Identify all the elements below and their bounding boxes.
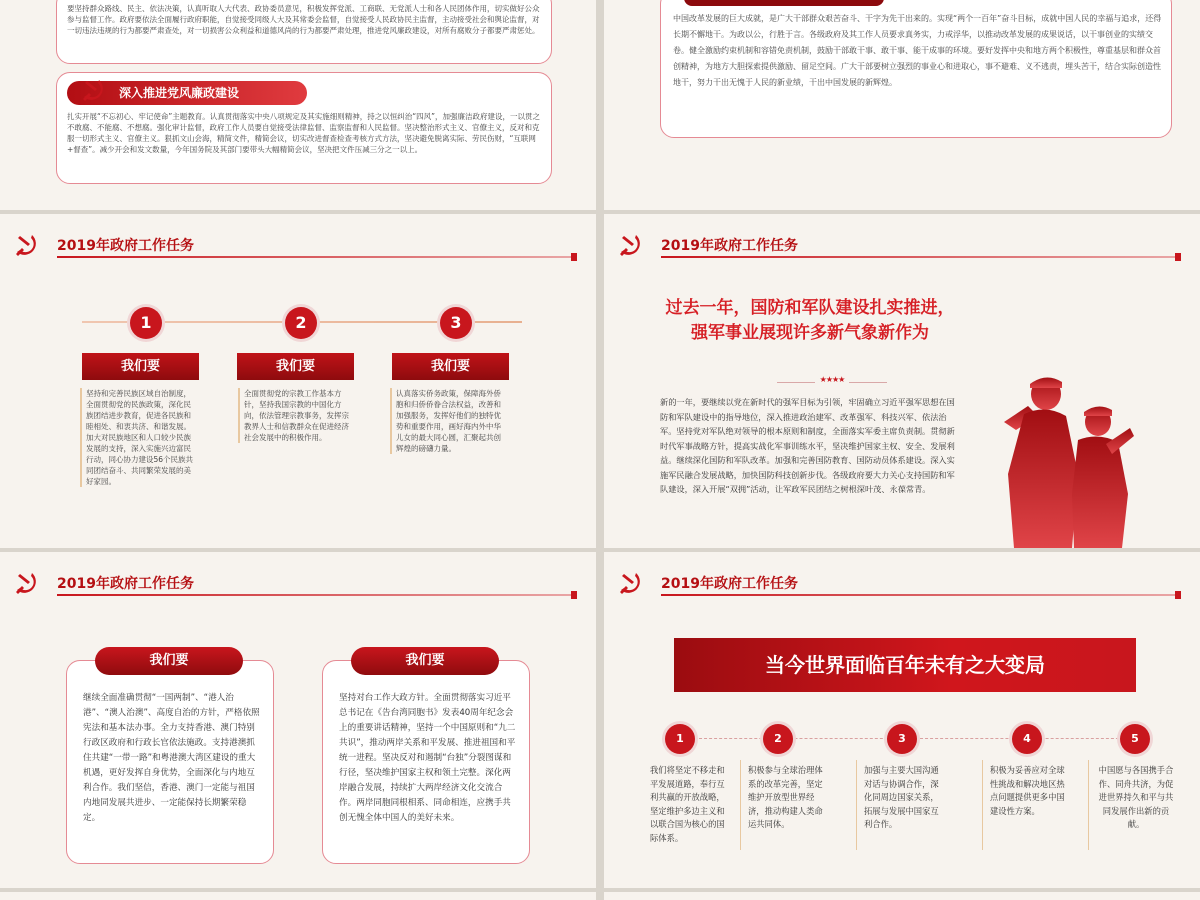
section-title: 2019年政府工作任务	[57, 576, 194, 592]
defense-headline: 过去一年，国防和军队建设扎实推进，强军事业展现许多新气象新作为	[665, 298, 955, 343]
section-title: 2019年政府工作任务	[661, 238, 798, 254]
section-title: 2019年政府工作任务	[57, 238, 194, 254]
slide-2[interactable]	[604, 0, 1200, 210]
card-taiwan	[322, 653, 530, 864]
saluting-soldiers-silhouette-icon	[994, 364, 1134, 548]
item-number-3: 3	[887, 724, 917, 754]
step-tag-1: 我们要	[82, 353, 199, 380]
slide-6[interactable]	[604, 552, 1200, 888]
item-text-5: 中国愿与各国携手合作、同舟共济，为促进世界持久和平与共同发展作出新的贡献。	[1098, 765, 1174, 829]
header-underline	[661, 256, 1181, 258]
slide-5[interactable]	[0, 552, 596, 888]
item-number-1: 1	[665, 724, 695, 754]
section-header	[616, 232, 1186, 260]
separator-line-right	[849, 382, 887, 383]
step-number-1: 1	[130, 307, 162, 339]
slide-8-partial[interactable]	[604, 892, 1200, 900]
subtitle-text: 深入推进党风廉政建设	[119, 86, 240, 100]
header-underline	[57, 256, 577, 258]
slide-1[interactable]	[0, 0, 596, 210]
top-decor-bar	[684, 0, 884, 6]
reform-paragraph: 中国改革发展的巨大成就，是广大干部群众艰苦奋斗、干字为先干出来的。实现“两个一百年”奋斗目标，成就中国人民的幸福与追求，还得长期不懈地干。为政以公，行胜于言。各级政府及其工作人员要求真务实，力戒浮华，以推动改革发展的成果说话，以干事创业的实绩交卷。健全激励约束机制和容错免责机制，鼓励干部敢干事、敢干事、能干成事的环境。要好发挥中央和地方两个积极性，尊重基层和群众首创精神，为地方大胆探索提供激励、留足空间。广大干部要树立强烈的事业心和进取心，事不避难、义不逃责，埋头苦干，结合实际创造性地干，努力干出无愧于人民的新业绩，干出中国发展的新辉煌。	[673, 14, 1162, 87]
item-text-4: 积极为妥善应对全球性挑战和解决地区热点问题提供更多中国建设性方案。	[990, 765, 1065, 816]
world-change-banner: 当今世界面临百年未有之大变局	[674, 638, 1136, 692]
slide-7-partial[interactable]	[0, 892, 596, 900]
step-text-3: 认真落实侨务政策，保障海外侨胞和归侨侨眷合法权益，改善和加强服务，发挥好他们的独特优势和重要作用，画好海内外中华儿女的最大同心圆，汇聚起共创辉煌的磅礴力量。	[390, 388, 504, 454]
text-box-top	[56, 0, 552, 64]
step-number-3: 3	[440, 307, 472, 339]
header-underline	[57, 594, 577, 596]
subtitle-pill	[67, 81, 307, 105]
item-number-4: 4	[1012, 724, 1042, 754]
card-tag: 我们要	[351, 647, 499, 675]
star-separator	[777, 377, 887, 387]
text-box-reform	[660, 0, 1172, 138]
separator-line-left	[777, 382, 815, 383]
step-text-2: 全面贯彻党的宗教工作基本方针，坚持我国宗教的中国化方向，依法管理宗教事务，发挥宗教界人士和信教群众在促进经济社会发展中的积极作用。	[238, 388, 352, 443]
item-divider	[1088, 760, 1089, 850]
party-emblem-icon	[12, 232, 42, 260]
item-divider	[982, 760, 983, 850]
stars-icon: ★★★★	[819, 375, 845, 384]
section-header	[616, 570, 1186, 598]
party-emblem-icon	[12, 570, 42, 598]
party-conduct-paragraph: 扎实开展“不忘初心、牢记使命”主题教育。认真贯彻落实中央八项规定及其实施细则精神，持之以恒纠治“四风”，加强廉洁政府建设，一以贯之不敢腐、不能腐、不想腐。强化审计监督，政府工作人员要自觉接受法律监督、监察监督和人民监督。坚决整治形式主义、官僚主义，反对和克服一切形式主义、官僚主义。狠抓文山会海，精简文件，精简会议，切实改进督查检查考核方式方法，坚决避免脱离实际、劳民伤财，“互联网+督查”。减少开会和发文数量，今年国务院及其部门要带头大幅精简会议，坚决把文件压减三分之一以上。	[67, 112, 541, 154]
section-header	[12, 570, 582, 598]
step-tag-2: 我们要	[237, 353, 354, 380]
party-emblem-icon	[79, 77, 109, 105]
party-emblem-icon	[616, 232, 646, 260]
item-text-1: 我们将坚定不移走和平发展道路，奉行互利共赢的开放战略，坚定维护多边主义和以联合国为核心的国际体系。	[650, 765, 725, 843]
item-text-3: 加强与主要大国沟通对话与协调合作，深化同周边国家关系，拓展与发展中国家互利合作。	[864, 765, 939, 829]
header-underline	[661, 594, 1181, 596]
item-divider	[740, 760, 741, 850]
item-divider	[856, 760, 857, 850]
top-paragraph: 要坚持群众路线、民主、依法决策，认真听取人大代表、政协委员意见，积极发挥党派、工商联、无党派人士和各人民团体作用，切实做好公众参与监督工作。政府要依法全面履行政府职能，自觉接受同级人大及其常委会监督，自觉接受人民政协民主监督，主动接受社会和舆论监督，对一切违法违规的行为都要严肃查处，对一切损害公众利益和道德风尚的行为都要严肃处理，推进党风廉政建设，对所有腐败分子都要严肃惩处。	[67, 4, 540, 35]
section-title: 2019年政府工作任务	[661, 576, 798, 592]
party-emblem-icon	[616, 570, 646, 598]
card-text: 坚持对台工作大政方针。全面贯彻落实习近平总书记在《告台湾同胞书》发表40周年纪念会上的重要讲话精神，坚持一个中国原则和“九二共识”，推动两岸关系和平发展、推进祖国和平统一进程。坚决反对和遏制“台独”分裂图谋和行径，坚决维护国家主权和领土完整。深化两岸融合发展，持续扩大两岸经济文化交流合作。两岸同胞同根相系、同命相连，应携手共创无愧全体中国人的美好未来。	[339, 693, 516, 823]
item-number-2: 2	[763, 724, 793, 754]
card-hk-macao	[66, 653, 274, 864]
item-number-5: 5	[1120, 724, 1150, 754]
item-text-2: 积极参与全球治理体系的改革完善，坚定维护开放型世界经济，推动构建人类命运共同体。	[748, 765, 823, 829]
text-box-party-conduct	[56, 72, 552, 184]
card-text: 继续全面准确贯彻“一国两制”、“港人治港”、“澳人治澳”、高度自治的方针，严格依照宪法和基本法办事。全力支持香港、澳门特别行政区政府和行政长官依法施政。支持港澳抓住共建“一带一路”和粤港澳大湾区建设的重大机遇，更好发挥自身优势，全面深化与内地互利合作。我们坚信，香港、澳门一定能与祖国内地同发展共进步、一定能保持长期繁荣稳定。	[83, 693, 260, 823]
step-tag-3: 我们要	[392, 353, 509, 380]
step-text-1: 坚持和完善民族区域自治制度，全面贯彻党的民族政策，深化民族团结进步教育，促进各民族和睦相处、和衷共济、和谐发展。加大对民族地区和人口较少民族发展的支持，深入实施兴边富民行动，同心协力建设56个民族共同团结奋斗、共同繁荣发展的美好家园。	[80, 388, 194, 487]
slide-4[interactable]	[604, 214, 1200, 548]
card-tag: 我们要	[95, 647, 243, 675]
step-number-2: 2	[285, 307, 317, 339]
slide-3[interactable]	[0, 214, 596, 548]
defense-paragraph: 新的一年，要继续以党在新时代的强军目标为引领，牢固确立习近平强军思想在国防和军队建设中的指导地位，深入推进政治建军、改革强军、科技兴军、依法治军。坚持党对军队绝对领导的根本原则和制度，全面落实军委主席负责制。贯彻新时代军事战略方针，提高实战化军事训练水平，坚决维护国家主权、安全、发展利益。继续深化国防和军队改革。加强和完善国防教育、国防动员体系建设。深入实施军民融合发展战略，加快国防科技创新步伐。各级政府要大力关心支持国防和军队建设，深入开展“双拥”活动，让军政军民团结之树根深叶茂、永葆常青。	[660, 397, 955, 494]
section-header	[12, 232, 582, 260]
